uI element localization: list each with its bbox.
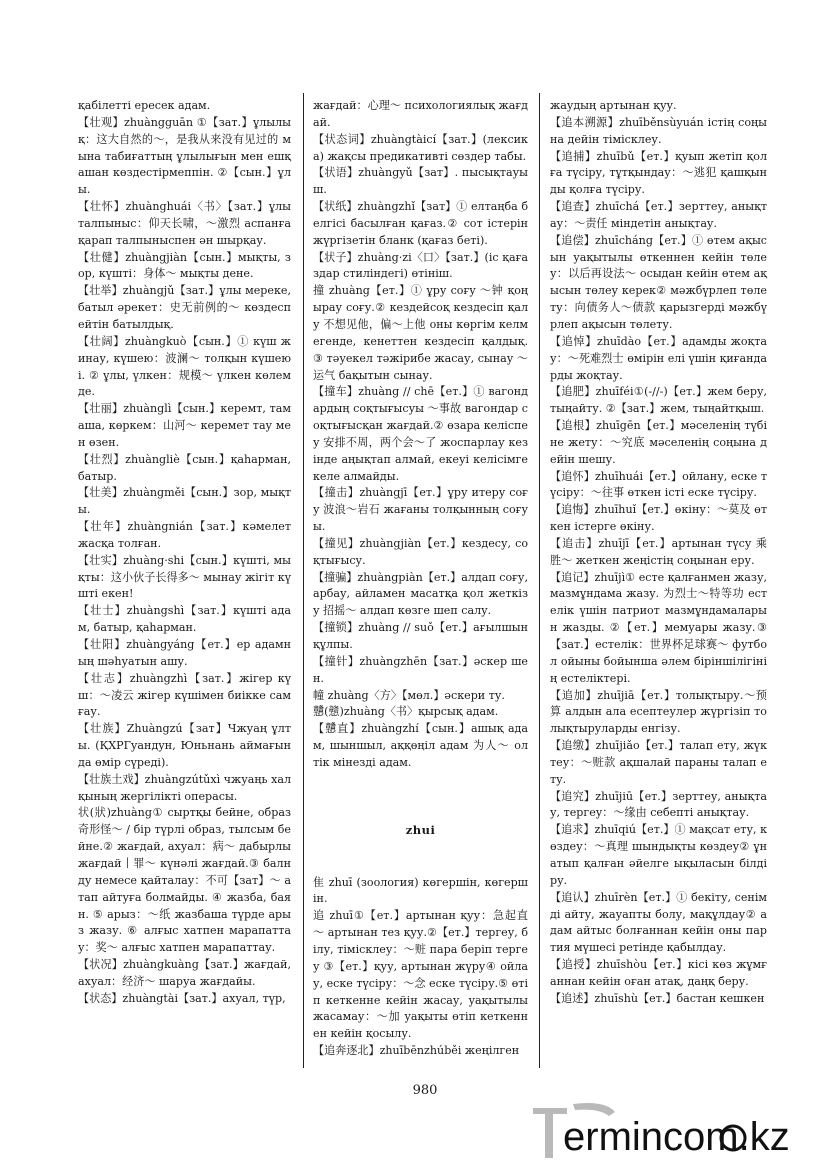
dictionary-entry: 【壮健】zhuàngjiàn【сын.】мықты, зор, күшті：身体～ мықты дене. [78, 250, 291, 281]
dictionary-entry: 【状况】zhuàngkuàng【зат.】жағдай, ахуал：经济～ шаруа жағдайы. [78, 958, 291, 988]
dictionary-entry: 【壮族土戏】zhuàngzútǔxì чжуаңь халқының жергілікті операсы. [78, 772, 291, 803]
dictionary-entry: 【壮美】zhuàngměi【сын.】зор, мықты. [78, 486, 291, 517]
section-heading: zhui [405, 822, 436, 837]
dictionary-column-middle [313, 98, 528, 1060]
dictionary-entry: 【追怀】zhuīhuái【ет.】ойлану, еске түсіру：～往事 өткен істі еске түсіру. [550, 469, 767, 500]
dictionary-entry: 【戇直】zhuàngzhí【сын.】ашық адам, шыншыл, аққөңіл адам 为人～ ол тік мінезді адам. [313, 722, 528, 769]
dictionary-entry: 【追认】zhuīrèn【ет.】① бекіту, сенімді айту, жауапты болу, мақұлдау② адам айтыс болғаннан кейін оны партия мүшесі ретінде қабылдау. [550, 890, 767, 955]
dictionary-entry: 【撞锁】zhuàng // suǒ【ет.】ағылшын құлпы. [313, 621, 528, 651]
column-divider [303, 93, 304, 1068]
dictionary-entry: 【壮阔】zhuàngkuò【сын.】① күш жинау, күшею：波澜～ толқын күшеюі. ② ұлы, үлкен：规模～ үлкен көлемде. [78, 334, 291, 399]
dictionary-entry: 【状纸】zhuàngzhǐ【зат】① елтаңба белгісі басылған қағаз.② сот істерін жүргізетін бланк (қағаз беті). [313, 200, 528, 247]
dictionary-entry: 戇(戆)zhuàng〈书〉қырсық адам. [313, 705, 499, 719]
dictionary-entry: 【追本溯源】zhuīběnsùyuán істің соңына дейін тімісклеу. [550, 115, 767, 146]
dictionary-entry: 幢 zhuàng〈方〉【мөл.】әскери ту. [313, 688, 505, 702]
dictionary-entry: 隹 zhuī (зоология) көгершін, көгершін. [313, 875, 528, 906]
dictionary-entry: 【追记】zhuījì① есте қалғанмен жазу, мазмұндама жазу. 为烈士～特等功 естелік үшін патриот мазмұндамаларын жазды. ②【ет.】мемуары жазу.③【зат.】естелік：世界杯足球赛～ футбол ойыны бойынша әлем біріншілігінің естеліктері. [550, 570, 767, 685]
dictionary-entry: 【追捕】zhuībǔ【ет.】қуып жетіп қолға түсіру, тұтқындау：～逃犯 қашқынды қолға түсіру. [550, 149, 767, 197]
dictionary-entry: 【追悼】zhuīdào【ет.】адамды жоқтау：～死难烈士 өмірін елі үшін қиғандарды жоқтау. [550, 334, 767, 382]
dictionary-entry: 【壮举】zhuàngjǔ【зат.】ұлы мереке, батыл әрекет：史无前例的～ көздеспейтін батылдық. [78, 284, 291, 331]
page-number: 980 [412, 1083, 438, 1098]
watermark-logo-graphic [527, 1100, 817, 1162]
dictionary-entry: 【壮族】Zhuàngzú【зат】Чжуаң ұлты. (ҚХРГуандун, Юньнань аймағында өмір сүреді). [78, 722, 291, 769]
dictionary-entry: жағдай：心理～ психологиялық жағдай. [313, 99, 528, 129]
dictionary-entry: жаудың артынан қуу. [550, 99, 677, 112]
dictionary-entry: 【追奔逐北】zhuībēnzhúběi жеңілген [313, 1044, 520, 1058]
dictionary-entry: 【撞击】zhuàngjī【ет.】ұру итеру соғу 波浪～岩石 жағаны толқынның соғуы. [313, 486, 528, 534]
column-entries-top [313, 98, 528, 772]
dictionary-column-right [550, 98, 767, 1008]
watermark-logo-text: ermincom.kz [563, 1115, 790, 1159]
dictionary-column-left [78, 98, 291, 1008]
dictionary-entry: 【追究】zhuījiū【ет.】зерттеу, анықтау, тергеу：～缘由 себепті анықтау. [550, 789, 767, 820]
dictionary-entry: 【状态】zhuàngtài【зат.】ахуал, түр, [78, 991, 286, 1005]
dictionary-entry: 【壮实】zhuàng·shi【сын.】күшті, мықты：这小伙子长得多～ мынау жігіт күшті екен! [78, 553, 291, 601]
dictionary-entry: 状(狀)zhuàng① сыртқы бейне, образ 奇形怪～ / бір түрлі образ, тылсым бейне.② жағдай, ахуал：病～ дабырлы жағдай丨罪～ күнәлі жағдай.③ балнду немесе қайталау：不可【зат】～ атап айтуға болмайды. ④ жазба, баян. ⑤ арыз：～纸 жазбаша түрде арыз жазу. ⑥ алғыс хатпен марапаттау：奖～ алғыс хатпен марапаттау. [78, 806, 291, 955]
dictionary-entry: 【追悔】zhuīhuǐ【ет.】өкіну：～莫及 өткен істерге өкіну. [550, 503, 767, 534]
dictionary-entry: 【追肥】zhuīféi①(-//-)【ет.】жем беру, тыңайту. ②【зат.】жем, тыңайтқыш. [550, 385, 767, 416]
dictionary-entry: 【撞针】zhuàngzhēn【зат.】әскер шен. [313, 654, 528, 685]
dictionary-entry: 【壮志】zhuàngzhì【зат.】жігер күш：～凌云 жігер күшімен биікке самғау. [78, 671, 291, 719]
dictionary-entry: 【追述】zhuīshù【ет.】бастан кешкен [550, 991, 765, 1005]
column-entries-bottom [313, 875, 528, 1060]
dictionary-entry: 【壮观】zhuàngguān ①【зат.】ұлылық：这大自然的～，是我从来没有见过的 мына табиғаттың ұлылығын мен ешқашан көздестірмеппін. ②【сын.】ұлы. [78, 115, 291, 197]
dictionary-entry: 【追求】zhuīqiú【ет.】① мақсат ету, көздеу：～真理 шындықты көздеу② ұнатып қалған әйелге ықыласын білдіру. [550, 823, 767, 887]
dictionary-entry: қабілетті ересек адам. [78, 99, 211, 112]
dictionary-entry: 【状语】zhuàngyǔ【зат】. пысықтауыш. [313, 166, 528, 197]
dictionary-entry: 【追击】zhuījī【ет.】артынан түсу 乘胜～ жеткен жеңістің соңынан еру. [550, 536, 767, 567]
dictionary-entry: 【撞车】zhuàng // chē【ет.】① вагондардың соқтығысуы ～事故 вагондар соқтығысқан жағдай.② өзара келіспеу 安排不周，两个会～了 жоспарлау кезінде аңықтап алмай, екеуі келісімге келе алмайды. [313, 385, 528, 483]
dictionary-entry: 【壮烈】zhuàngliè【сын.】қаһарман, батыр. [78, 452, 291, 483]
dictionary-entry: 【壮阳】zhuàngyáng【ет.】ер адамның шәһуатын ашу. [78, 638, 291, 668]
column-divider [539, 93, 540, 1068]
dictionary-entry: 【追查】zhuīchá【ет.】зерттеу, анықтау：～责任 міндетін анықтау. [550, 200, 767, 230]
dictionary-entry: 撞 zhuàng【ет.】① ұру соғу ～钟 қоңырау соғу.② кездейсоқ кездесіп қалу 不想见他，偏～上他 оны көргім келмегенде, кенеттен кездесіп қалдық. ③ тәуекел тәжірибе жасау, сынау ～运气 бақытын сынау. [313, 284, 528, 382]
dictionary-entry: 【追偿】zhuīcháng【ет.】① өтем ақысын уақытылы өткеннен кейін төлеу：以后再设法～ осыдан кейін өтем ақысын төлеу керек② мәжбүрлеп төлету：向债务人～债款 қарызгерді мәжбүрлеп ақысын төлету. [550, 233, 767, 331]
dictionary-entry: 【壮怀】zhuànghuái〈书〉【зат.】ұлы талпыныс：仰天长啸，～激烈 аспанға қарап талпыныспен ән шырқау. [78, 200, 291, 247]
dictionary-entry: 【追根】zhuīgēn【ет.】мәселенің түбіне жету：～究底 мәселенің соңына дейін шешу. [550, 419, 767, 466]
dictionary-entry: 【壮士】zhuàngshì【зат.】күшті адам, батыр, қаһарман. [78, 604, 291, 635]
dictionary-entry: 【壮年】zhuàngnián【зат.】кәмелет жасқа толған. [78, 520, 291, 550]
dictionary-entry: 【撞骗】zhuàngpiàn【ет.】алдап соғу, арбау, айламен масатқа қол жеткізу 招摇～ алдап көзге шеп салу. [313, 570, 528, 618]
dictionary-entry: 【状态词】zhuàngtàicí【зат.】(лексика) жақсы предикативті сөздер табы. [313, 132, 528, 163]
dictionary-entry: 【追加】zhuījiā【ет.】толықтыру.～预算 алдын ала есептеулер жүргізіп толықтыруларды енгізу. [550, 688, 767, 736]
dictionary-entry: 【壮丽】zhuànglì【сын.】керемт, тамаша, көркем：山河～ керемет тау мен өзен. [78, 402, 291, 449]
dictionary-entry: 追 zhuī①【ет.】артынан қуу：急起直～ артынан тез қуу.②【ет.】тергеу, білу, тімісклеу：～赃 пара беріп тергеу ③【ет.】қуу, артынан жүру④ ойлау, еске түсіру：～念 еске түсіру.⑤ өтіп кеткенне кейін жасау, уақытылы жасамау：～加 уақыты өтіп кеткеннен кейін қосылу. [313, 909, 528, 1041]
dictionary-entry: 【追缴】zhuījiǎo【ет.】талап ету, жүктеу：～赃款 ақшалай параны талап ету. [550, 739, 767, 786]
dictionary-entry: 【撞见】zhuàngjiàn【ет.】кездесу, соқтығысу. [313, 536, 528, 567]
termincom-watermark-logo [527, 1100, 817, 1162]
dictionary-entry: 【追授】zhuīshòu【ет.】кісі көз жұмғаннан кейін оған атақ, даңқ беру. [550, 958, 767, 988]
dictionary-entry: 【状子】zhuàng·zi〈口〉【зат.】(іс қағаздар стиліндегі) өтініш. [313, 250, 528, 281]
